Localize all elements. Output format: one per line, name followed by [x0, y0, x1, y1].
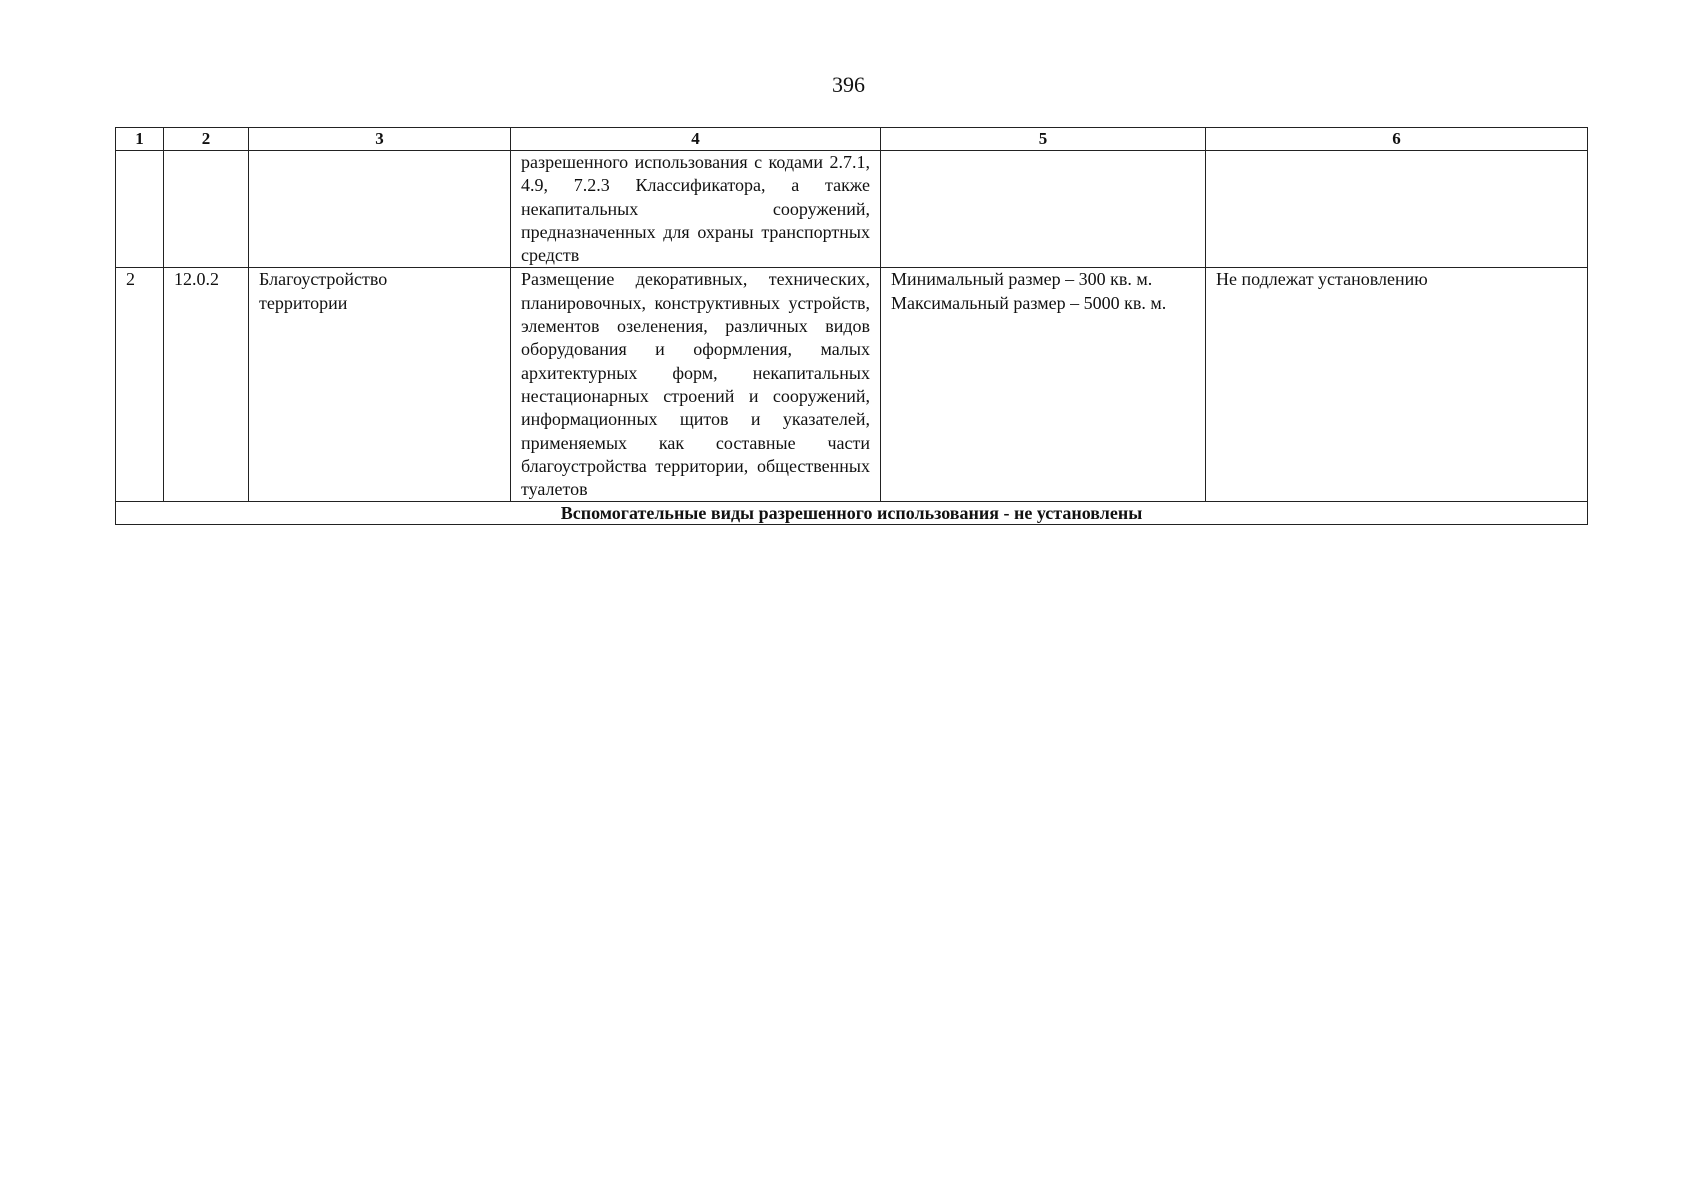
plot-size-max: Максимальный размер – 5000 кв. м.	[891, 292, 1167, 313]
row-number: 2	[116, 268, 164, 502]
continued-cell-name	[249, 151, 511, 268]
continued-cell-code	[164, 151, 249, 268]
continued-cell-number	[116, 151, 164, 268]
land-use-table	[115, 127, 1588, 525]
row-restrictions: Не подлежат установлению	[1206, 268, 1588, 502]
row-code: 12.0.2	[164, 268, 249, 502]
auxiliary-uses-note: Вспомогательные виды разрешенного использования - не установлены	[116, 502, 1588, 525]
table-row	[116, 268, 1588, 502]
header-cell-5: 5	[881, 128, 1206, 151]
page-number: 396	[832, 72, 865, 97]
plot-size-min: Минимальный размер – 300 кв. м.	[891, 269, 1153, 290]
continued-cell-description: разрешенного использования с кодами 2.7.1, 4.9, 7.2.3 Классификатора, а также некапитальных сооружений, предназначенных для охраны транспортных средств	[511, 151, 881, 268]
header-cell-4: 4	[511, 128, 881, 151]
header-cell-3: 3	[249, 128, 511, 151]
continued-cell-size	[881, 151, 1206, 268]
header-cell-2: 2	[164, 128, 249, 151]
table-row-continued	[116, 151, 1588, 268]
row-use-name: Благоустройство территории	[249, 268, 511, 502]
header-cell-6: 6	[1206, 128, 1588, 151]
continued-cell-restrictions	[1206, 151, 1588, 268]
header-cell-1: 1	[116, 128, 164, 151]
row-use-description: Размещение декоративных, технических, планировочных, конструктивных устройств, элементов озеленения, различных видов оборудования и оформления, малых архитектурных форм, некапитальных нестационарных строений и сооружений, информационных щитов и указателей, применяемых как составные части благоустройства территории, общественных туалетов	[511, 268, 881, 502]
row-plot-size	[881, 268, 1206, 502]
table-footer-row	[116, 502, 1588, 525]
table-header-row	[116, 128, 1588, 151]
